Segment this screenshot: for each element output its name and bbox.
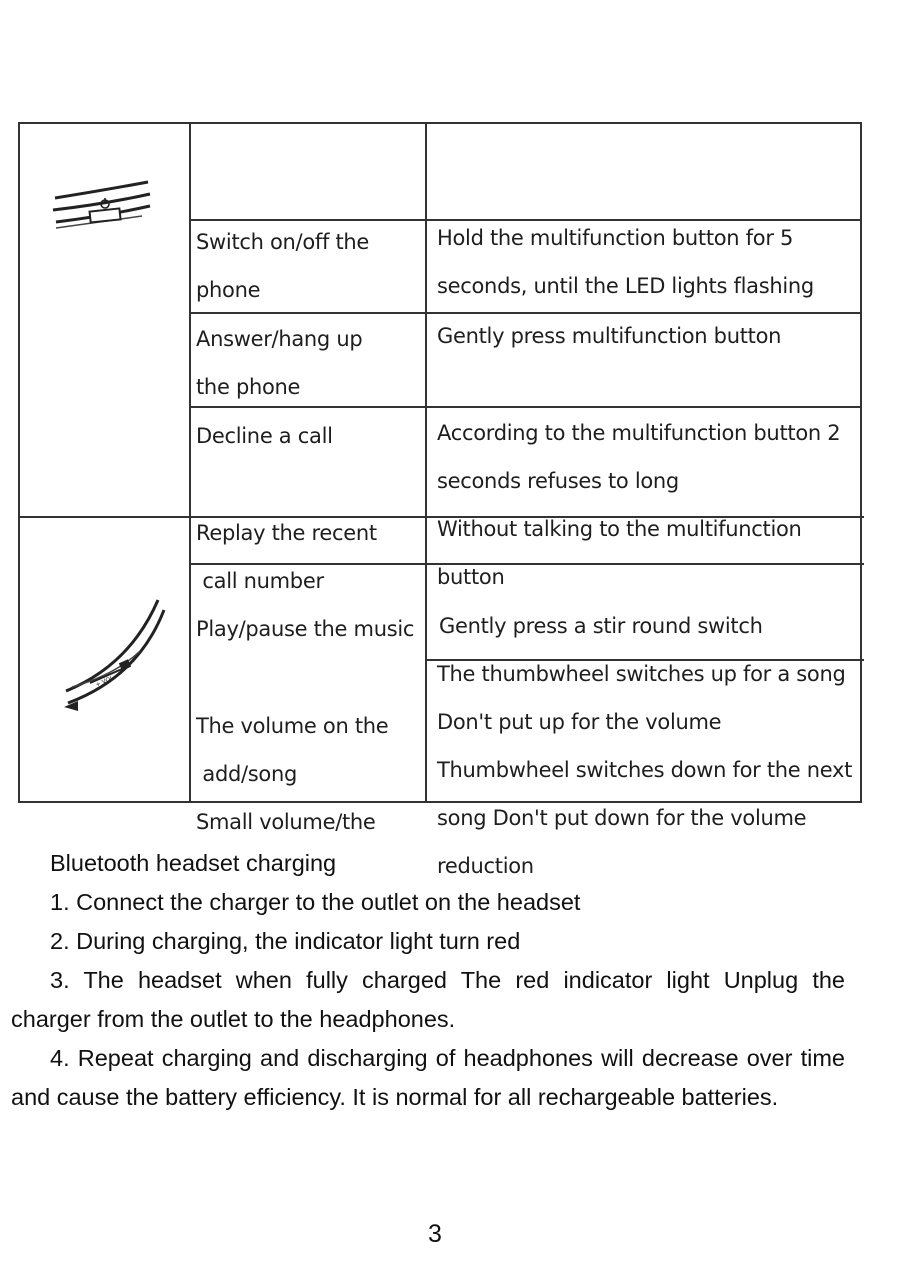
page-number: 3 (428, 1220, 442, 1248)
charging-step: 1. Connect the charger to the outlet on the headset (50, 889, 581, 915)
table-border-left (18, 122, 20, 803)
volume-label-icon: + VOL - (94, 672, 119, 689)
table-col-divider (425, 122, 427, 803)
charging-step: 2. During charging, the indicator light turn red (50, 928, 521, 954)
thumbwheel-volume-icon (60, 595, 170, 720)
table-col-divider (189, 122, 191, 803)
table-border-right (860, 122, 862, 803)
charging-step: 4. Repeat charging and discharging of headphones will decrease over time and cause the battery efficiency. It is normal for all rechargeable batteries. (11, 1045, 845, 1110)
charging-title: Bluetooth headset charging (50, 850, 337, 876)
charging-step: 3. The headset when fully charged The red indicator light Unplug the charger from the outlet to the headphones. (11, 967, 845, 1032)
function-label: Answer/hang up the phone (196, 327, 363, 399)
function-description: Without talking to the multifunction button (437, 517, 802, 589)
function-label: The volume on the add/song Small volume/the (196, 714, 389, 834)
function-description: The thumbwheel switches up for a song Don't put up for the volume Thumbwheel switches down for the next song Don't put down for the volume reduction (437, 662, 853, 878)
function-label: Switch on/off the phone (196, 230, 370, 302)
power-button-icon (50, 160, 160, 240)
function-label: Replay the recent call number (196, 521, 377, 593)
function-label: Play/pause the music (196, 617, 415, 641)
function-description: Gently press a stir round switch (439, 614, 763, 638)
function-description: Hold the multifunction button for 5 seconds, until the LED lights flashing (437, 226, 814, 298)
function-description: Gently press multifunction button (437, 324, 782, 348)
function-description: According to the multifunction button 2 seconds refuses to long (437, 421, 841, 493)
function-label: Decline a call (196, 424, 333, 448)
